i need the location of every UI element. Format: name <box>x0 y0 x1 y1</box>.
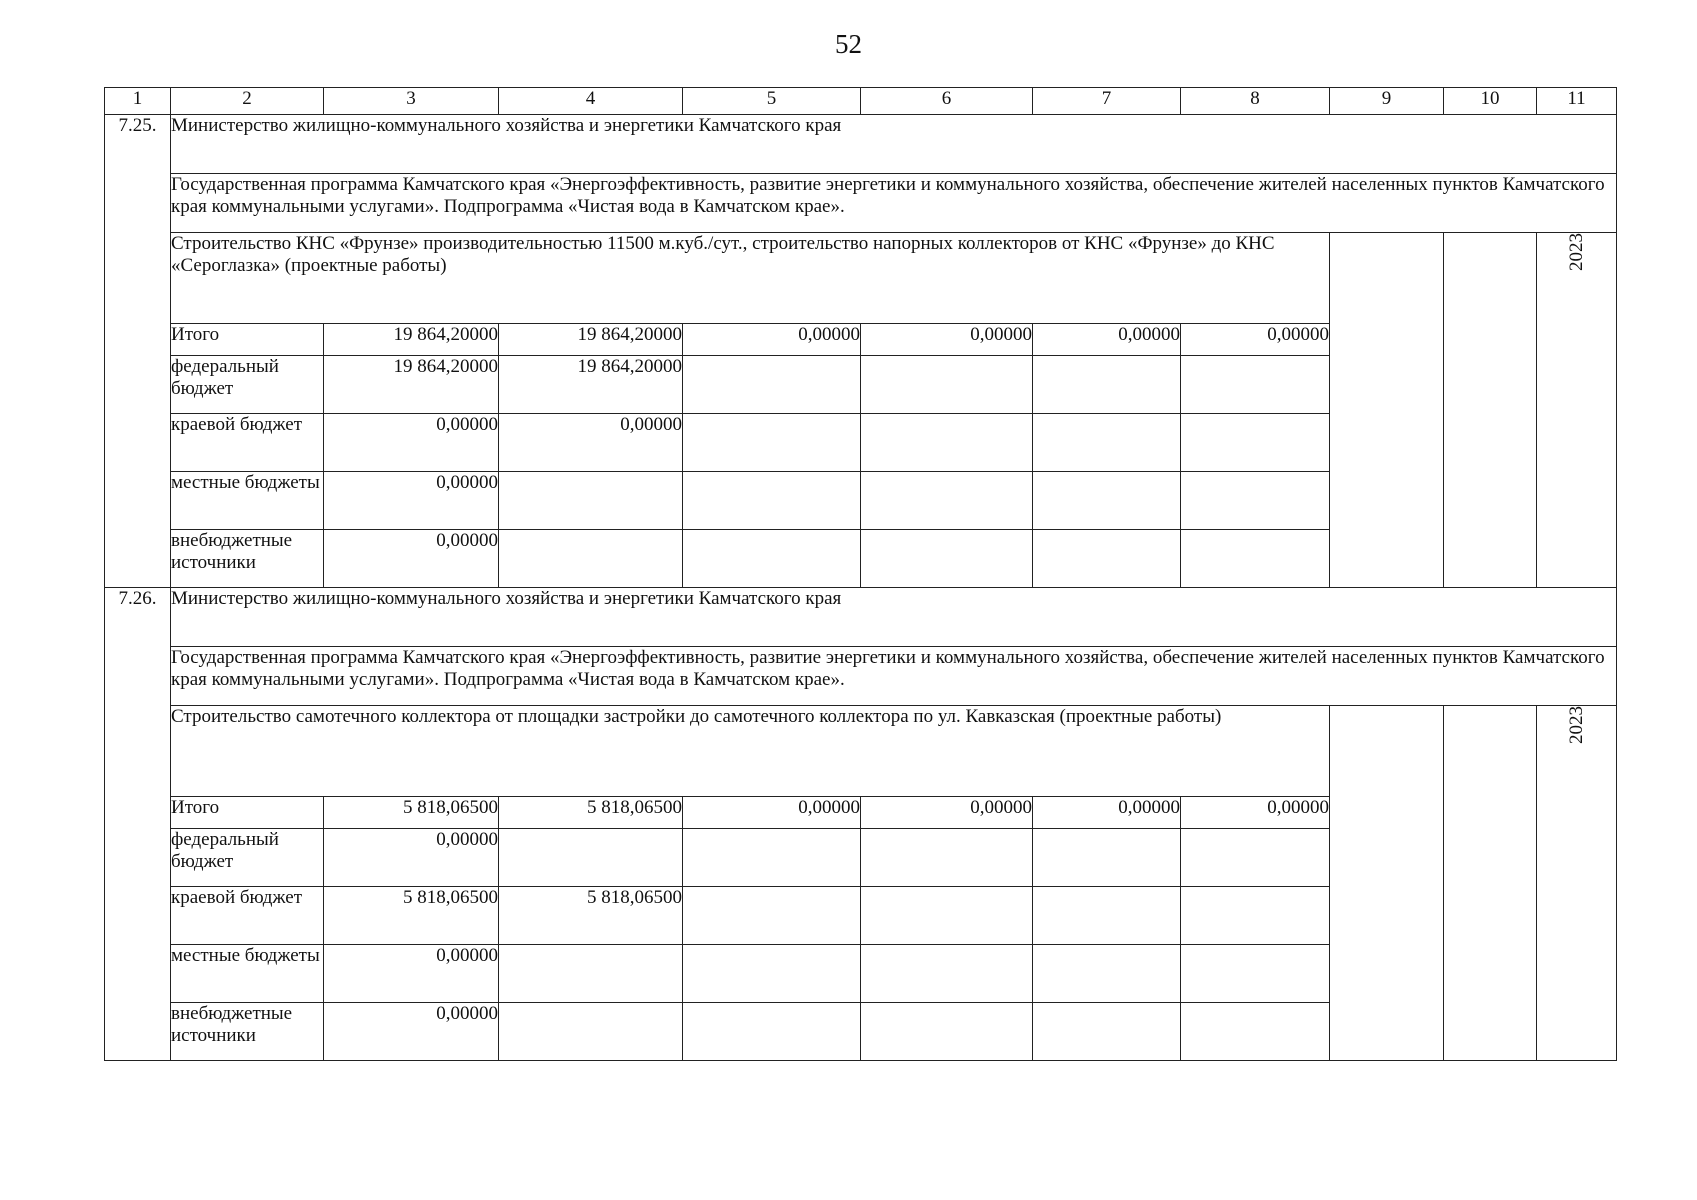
amount-cell <box>1181 1003 1330 1061</box>
funding-source: внебюджетные источники <box>171 1003 324 1061</box>
funding-source: краевой бюджет <box>171 414 324 472</box>
amount-cell: 0,00000 <box>1181 797 1330 829</box>
ministry-row <box>105 588 1617 647</box>
amount-cell <box>499 530 683 588</box>
year-cell <box>1537 233 1617 588</box>
page-number: 52 <box>835 29 862 59</box>
amount-cell: 0,00000 <box>1181 324 1330 356</box>
amount-cell <box>683 356 861 414</box>
item-code: 7.25. <box>105 115 171 588</box>
program-row <box>105 174 1617 233</box>
amount-cell <box>861 356 1033 414</box>
amount-cell <box>1181 945 1330 1003</box>
amount-cell: 0,00000 <box>324 530 499 588</box>
amount-cell <box>499 829 683 887</box>
column-9-cell <box>1330 233 1444 588</box>
column-10-cell <box>1444 233 1537 588</box>
amount-cell: 5 818,06500 <box>499 797 683 829</box>
amount-cell <box>683 472 861 530</box>
amount-cell <box>1181 472 1330 530</box>
project-name: Строительство КНС «Фрунзе» производительностью 11500 м.куб./сут., строительство напорных коллекторов от КНС «Фрунзе» до КНС «Сероглазка» (проектные работы) <box>171 233 1330 324</box>
year-cell <box>1537 706 1617 1061</box>
year-value: 2023 <box>1565 706 1587 744</box>
amount-cell <box>861 414 1033 472</box>
amount-cell <box>1181 414 1330 472</box>
funding-source: местные бюджеты <box>171 472 324 530</box>
column-number: 3 <box>324 88 499 115</box>
amount-cell: 19 864,20000 <box>499 356 683 414</box>
amount-cell: 0,00000 <box>324 472 499 530</box>
column-number: 2 <box>171 88 324 115</box>
amount-cell: 0,00000 <box>683 324 861 356</box>
amount-cell: 5 818,06500 <box>324 887 499 945</box>
project-row <box>105 233 1617 324</box>
amount-cell <box>861 530 1033 588</box>
funding-source: внебюджетные источники <box>171 530 324 588</box>
amount-cell <box>683 945 861 1003</box>
program-name: Государственная программа Камчатского края «Энергоэффективность, развитие энергетики и коммунального хозяйства, обеспечение жителей населенных пунктов Камчатского края коммунальными услугами». Подпрограмма «Чистая вода в Камчатском крае». <box>171 174 1617 233</box>
amount-cell: 0,00000 <box>324 829 499 887</box>
amount-cell: 19 864,20000 <box>324 356 499 414</box>
amount-cell: 0,00000 <box>1033 324 1181 356</box>
budget-table <box>104 87 1617 1061</box>
amount-cell <box>499 472 683 530</box>
amount-cell <box>1033 472 1181 530</box>
amount-cell: 0,00000 <box>324 945 499 1003</box>
column-number: 8 <box>1181 88 1330 115</box>
project-name: Строительство самотечного коллектора от площадки застройки до самотечного коллектора по ул. Кавказская (проектные работы) <box>171 706 1330 797</box>
column-number: 10 <box>1444 88 1537 115</box>
amount-cell <box>1181 829 1330 887</box>
amount-cell: 19 864,20000 <box>324 324 499 356</box>
column-number: 4 <box>499 88 683 115</box>
amount-cell <box>499 1003 683 1061</box>
funding-source: федеральный бюджет <box>171 356 324 414</box>
amount-cell <box>1181 356 1330 414</box>
column-number: 9 <box>1330 88 1444 115</box>
funding-source: Итого <box>171 324 324 356</box>
amount-cell <box>1181 887 1330 945</box>
amount-cell: 0,00000 <box>861 324 1033 356</box>
amount-cell <box>861 829 1033 887</box>
program-row <box>105 647 1617 706</box>
ministry-name: Министерство жилищно-коммунального хозяйства и энергетики Камчатского края <box>171 115 1617 174</box>
amount-cell <box>683 1003 861 1061</box>
amount-cell <box>861 1003 1033 1061</box>
ministry-row <box>105 115 1617 174</box>
amount-cell: 5 818,06500 <box>324 797 499 829</box>
amount-cell <box>1033 829 1181 887</box>
amount-cell <box>683 530 861 588</box>
amount-cell <box>1033 530 1181 588</box>
column-number-row <box>105 88 1617 115</box>
column-number: 7 <box>1033 88 1181 115</box>
column-10-cell <box>1444 706 1537 1061</box>
amount-cell <box>1033 356 1181 414</box>
funding-source: краевой бюджет <box>171 887 324 945</box>
column-9-cell <box>1330 706 1444 1061</box>
amount-cell: 0,00000 <box>324 1003 499 1061</box>
amount-cell <box>861 945 1033 1003</box>
column-number: 11 <box>1537 88 1617 115</box>
amount-cell <box>861 887 1033 945</box>
amount-cell: 0,00000 <box>499 414 683 472</box>
funding-source: федеральный бюджет <box>171 829 324 887</box>
amount-cell: 0,00000 <box>324 414 499 472</box>
amount-cell: 5 818,06500 <box>499 887 683 945</box>
amount-cell: 19 864,20000 <box>499 324 683 356</box>
item-code: 7.26. <box>105 588 171 1061</box>
amount-cell <box>1033 1003 1181 1061</box>
amount-cell: 0,00000 <box>683 797 861 829</box>
project-row <box>105 706 1617 797</box>
amount-cell <box>683 829 861 887</box>
amount-cell <box>1033 887 1181 945</box>
column-number: 1 <box>105 88 171 115</box>
year-value: 2023 <box>1565 233 1587 271</box>
column-number: 5 <box>683 88 861 115</box>
amount-cell <box>683 887 861 945</box>
amount-cell <box>499 945 683 1003</box>
ministry-name: Министерство жилищно-коммунального хозяйства и энергетики Камчатского края <box>171 588 1617 647</box>
amount-cell <box>1181 530 1330 588</box>
funding-source: Итого <box>171 797 324 829</box>
funding-source: местные бюджеты <box>171 945 324 1003</box>
amount-cell <box>1033 414 1181 472</box>
amount-cell <box>1033 945 1181 1003</box>
amount-cell: 0,00000 <box>861 797 1033 829</box>
amount-cell <box>861 472 1033 530</box>
program-name: Государственная программа Камчатского края «Энергоэффективность, развитие энергетики и коммунального хозяйства, обеспечение жителей населенных пунктов Камчатского края коммунальными услугами». Подпрограмма «Чистая вода в Камчатском крае». <box>171 647 1617 706</box>
amount-cell <box>683 414 861 472</box>
column-number: 6 <box>861 88 1033 115</box>
amount-cell: 0,00000 <box>1033 797 1181 829</box>
